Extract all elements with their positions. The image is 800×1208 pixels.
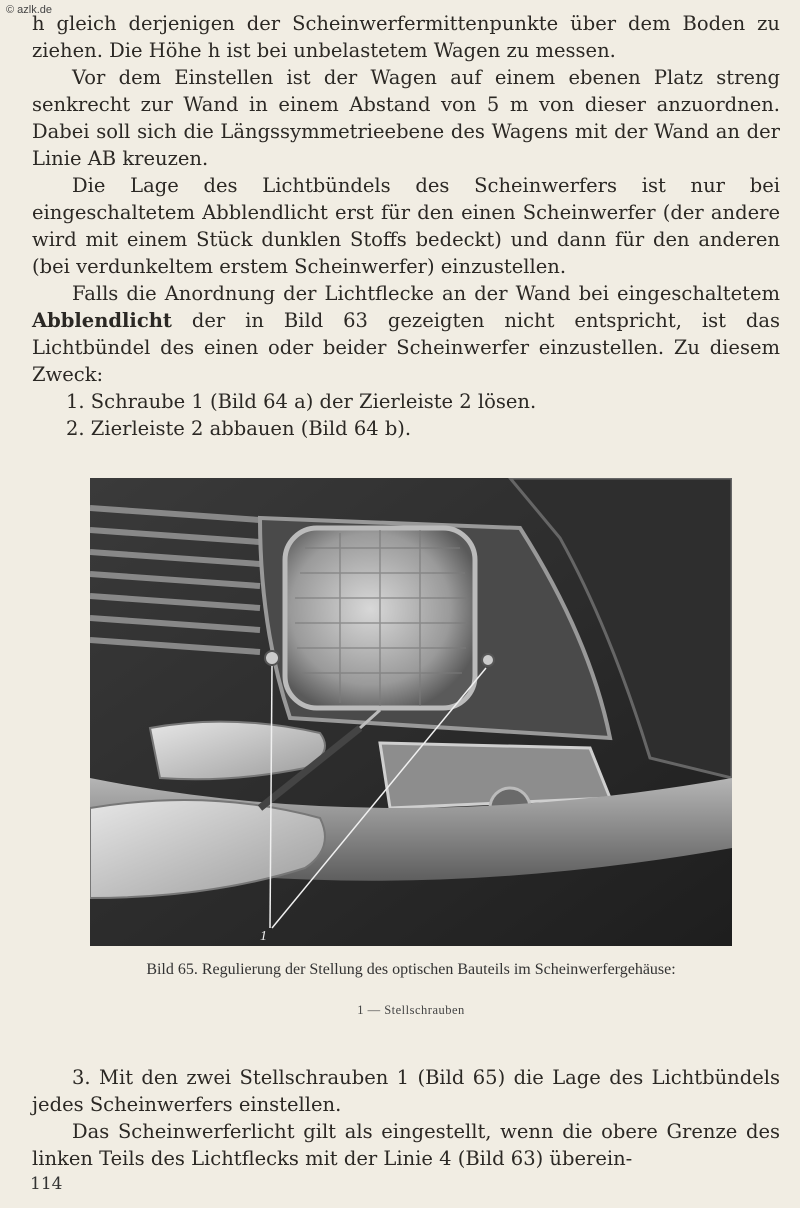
figure-caption: Bild 65. Regulierung der Stellung des optischen Bauteils im Scheinwerfergehäuse: <box>146 961 676 978</box>
page-number: 114 <box>30 1174 63 1194</box>
watermark: © azlk.de <box>6 4 53 16</box>
lower-text <box>32 1064 780 1172</box>
list-item: 3. Mit den zwei Stellschrauben 1 (Bild 65) die Lage des Lichtbündels jedes Scheinwerfers einstellen. <box>32 1066 780 1116</box>
paragraph-5: Das Scheinwerferlicht gilt als eingestellt, wenn die obere Grenze des linken Teils des Lichtflecks mit der Linie 4 (Bild 63) überein- <box>32 1120 780 1170</box>
paragraph-4 <box>32 280 780 388</box>
paragraph-4-after: der in Bild 63 gezeigten nicht entspricht, ist das Lichtbündel des einen oder beider Scheinwerfer einzustellen. Zu diesem Zweck: <box>32 309 780 386</box>
paragraph-2: Vor dem Einstellen ist der Wagen auf einem ebenen Platz streng senkrecht zur Wand in einem Abstand von 5 m von dieser anzuordnen. Dabei soll sich die Längssymmetrieebene des Wagens mit der Wand an der Linie AB kreuzen. <box>32 66 780 170</box>
list-item: 2. Zierleiste 2 abbauen (Bild 64 b). <box>66 417 412 440</box>
list-item: 1. Schraube 1 (Bild 64 a) der Zierleiste 2 lösen. <box>66 390 537 413</box>
figure-legend: 1 — Stellschrauben <box>357 1003 465 1017</box>
callout-label: 1 <box>260 929 267 944</box>
paragraph-1: h gleich derjenigen der Scheinwerfermittenpunkte über dem Boden zu ziehen. Die Höhe h ist bei unbelastetem Wagen zu messen. <box>32 12 780 62</box>
paragraph-4-bold: Abblendlicht <box>32 309 172 332</box>
headlight-illustration <box>90 478 732 946</box>
paragraph-3: Die Lage des Lichtbündels des Scheinwerfers ist nur bei eingeschaltetem Abblendlicht erst für den einen Scheinwerfer (der andere wird mit einem Stück dunklen Stoffs bedeckt) und dann für den anderen (bei verdunkeltem erstem Scheinwerfer) einzustellen. <box>32 174 780 278</box>
headlight-photo <box>90 478 732 946</box>
paragraph-4-before: Falls die Anordnung der Lichtflecke an der Wand bei eingeschaltetem <box>72 282 780 305</box>
upper-text <box>32 10 780 442</box>
